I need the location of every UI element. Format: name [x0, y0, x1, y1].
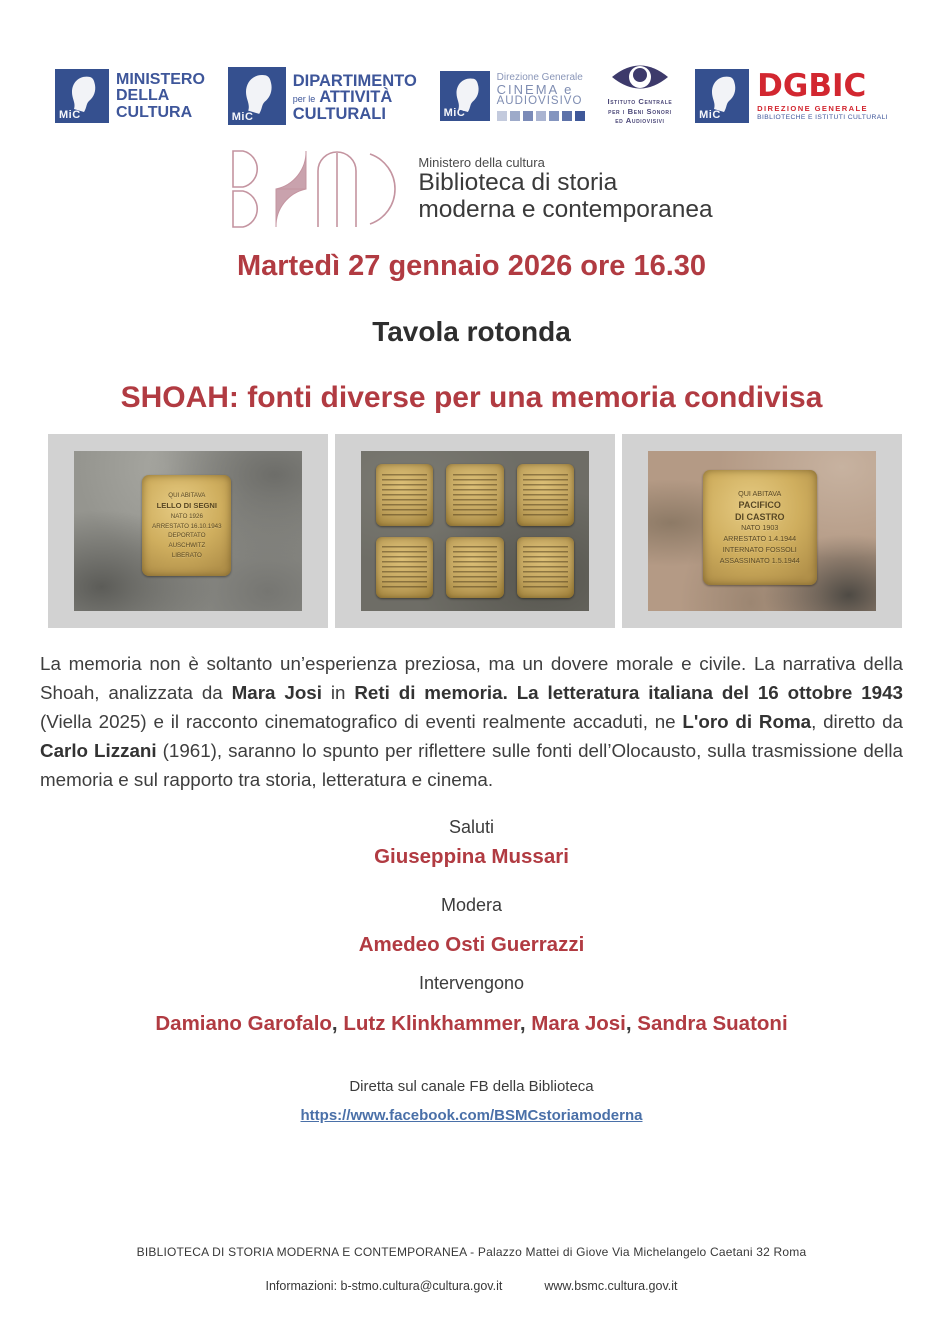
- mic-label: MiC: [699, 109, 721, 121]
- logo-text-line: Istituto Centrale: [607, 97, 673, 107]
- photo-stolpersteine-middle: [335, 434, 615, 628]
- paragraph-segment: in: [321, 682, 355, 703]
- logo-text-line: [293, 89, 417, 106]
- modera-label: Modera: [440, 895, 503, 915]
- paragraph-segment: (1961), saranno lo spunto per riflettere sulle fonti dell’Olocausto, sulla trasmissione della memoria e sul rapporto tra storia, letteratura e cinema.: [40, 740, 903, 790]
- cinema-logo-square: [510, 111, 520, 121]
- facebook-link-line: [0, 1107, 943, 1124]
- stolperstein-plaque-small: [376, 464, 433, 526]
- logo-dgbic: [695, 69, 888, 123]
- cinema-logo-square: [562, 111, 572, 121]
- plaque-illegible-text: [453, 546, 498, 588]
- paragraph-segment: (Viella 2025) e il racconto cinematografico di eventi realmente accaduti, ne: [40, 711, 683, 732]
- library-name-line: Biblioteca di storia: [418, 169, 618, 197]
- bsmc-ministry-line: Ministero della cultura: [418, 155, 545, 171]
- paragraph-segment: Mara Josi: [231, 682, 322, 703]
- photo-right-image: [648, 451, 876, 611]
- plaque-illegible-text: [523, 474, 568, 516]
- cinema-logo-squares: [497, 111, 585, 121]
- paragraph-segment: La memoria non è soltanto un’esperienza preziosa, ma un dovere morale e civile. La narrativa della Shoah, analizzata da: [40, 653, 903, 703]
- mic-profile-icon: [702, 73, 742, 113]
- paragraph-segment: , diretto da: [811, 711, 904, 732]
- speaker-name: Mara Josi: [531, 1012, 626, 1035]
- photo-left-image: [74, 451, 302, 611]
- plaque-text-line: ARRESTATO 1.4.1944: [723, 534, 797, 544]
- stolperstein-plaque-small: [446, 464, 503, 526]
- streaming-info-line: Diretta sul canale FB della Biblioteca: [349, 1078, 594, 1095]
- cinema-logo-square: [575, 111, 585, 121]
- logo-text-line: CULTURALI: [292, 105, 386, 124]
- plaque-text-line: PACIFICO: [738, 499, 781, 510]
- mic-logo-icon: [228, 67, 286, 125]
- logo-text-line: ed Audiovisivi: [615, 116, 665, 126]
- plaque-illegible-text: [453, 474, 498, 516]
- dgbic-acronym: DGBIC: [757, 67, 867, 104]
- mic-label: MiC: [443, 107, 466, 119]
- footer-contacts: [0, 1279, 943, 1293]
- intervengono-label: Intervengono: [418, 973, 525, 993]
- plaque-text-line: DI CASTRO: [734, 511, 785, 522]
- paragraph-segment: Reti di memoria. La letteratura italiana del 16 ottobre 1943: [354, 682, 903, 703]
- plaque-illegible-text: [523, 546, 568, 588]
- logo-dipartimento-attivita-culturali: [228, 67, 417, 125]
- logo-text-line: per i Beni Sonori: [608, 106, 672, 116]
- plaque-text-line: NATO 1903: [741, 523, 779, 533]
- footer-email: Informazioni: b-stmo.cultura@cultura.gov.it: [265, 1279, 503, 1293]
- event-date-heading: Martedì 27 gennaio 2026 ore 16.30: [236, 250, 707, 282]
- photo-stolperstein-right: [622, 434, 902, 628]
- library-name-line: moderna e contemporanea: [418, 195, 713, 223]
- stolperstein-plaque-small: [517, 537, 574, 599]
- logo-text-line: AUDIOVISIVO: [496, 95, 583, 108]
- stolperstein-plaque-small: [517, 464, 574, 526]
- plaque-text-line: DEPORTATO: [168, 532, 206, 540]
- facebook-link[interactable]: https://www.facebook.com/BSMCstoriamoderna: [300, 1107, 643, 1124]
- mic-profile-icon: [235, 71, 279, 115]
- plaque-text-line: AUSCHWITZ: [168, 541, 206, 549]
- library-logo-block: [0, 148, 943, 230]
- logo-text-line: CULTURA: [116, 103, 193, 121]
- paragraph-segment: Carlo Lizzani: [40, 740, 157, 761]
- logo-text-line: DIREZIONE GENERALE: [757, 104, 868, 113]
- cinema-logo-square: [497, 111, 507, 121]
- mic-profile-icon: [62, 73, 102, 113]
- plaque-text-line: LELLO DI SEGNI: [156, 501, 218, 511]
- speaker-name: Damiano Garofalo: [155, 1012, 332, 1035]
- mic-label: MiC: [231, 111, 254, 123]
- saluti-label: Saluti: [448, 817, 495, 837]
- plaque-illegible-text: [382, 546, 427, 588]
- logo-text-line: Direzione Generale: [496, 71, 583, 83]
- eye-icon: [609, 60, 671, 94]
- plaque-text-line: QUI ABITAVA: [168, 491, 206, 499]
- plaque-text-line: ARRESTATO 16.10.1943: [152, 522, 222, 530]
- speaker-name: Sandra Suatoni: [637, 1012, 788, 1035]
- plaque-illegible-text: [382, 474, 427, 516]
- mic-logo-icon: [55, 69, 109, 123]
- logo-text-line: CINEMA e: [496, 82, 574, 98]
- event-type-heading: Tavola rotonda: [372, 316, 571, 347]
- speaker-separator: ,: [331, 1012, 344, 1035]
- event-title-heading: SHOAH: fonti diverse per una memoria condivisa: [120, 381, 823, 414]
- plaque-text-line: LIBERATO: [171, 551, 202, 559]
- bsmc-letters-icon: [230, 148, 402, 230]
- institutional-logos-row: [55, 52, 888, 140]
- speakers-line: [0, 1012, 943, 1036]
- logo-text-line: BIBLIOTECHE E ISTITUTI CULTURALI: [757, 114, 888, 121]
- speaker-name: Lutz Klinkhammer: [343, 1012, 520, 1035]
- footer-address: BIBLIOTECA DI STORIA MODERNA E CONTEMPORANEA - Palazzo Mattei di Giove Via Michelangelo Caetani 32 Roma: [136, 1245, 807, 1259]
- speaker-separator: ,: [519, 1012, 532, 1035]
- stolperstein-plaque-small: [376, 537, 433, 599]
- logo-ministero-cultura: [55, 69, 205, 123]
- cinema-logo-square: [549, 111, 559, 121]
- description-paragraph: [40, 649, 903, 794]
- saluti-name: Giuseppina Mussari: [374, 845, 569, 868]
- stolperstein-plaque: [142, 475, 231, 576]
- mic-logo-icon: [440, 71, 490, 121]
- logo-text-line: DELLA: [116, 87, 170, 105]
- stolpersteine-grid: [361, 451, 589, 611]
- plaque-text-line: QUI ABITAVA: [738, 489, 782, 499]
- stolperstein-plaque-small: [446, 537, 503, 599]
- cinema-logo-square: [536, 111, 546, 121]
- logo-text-line: DIPARTIMENTO: [292, 71, 417, 90]
- plaque-text-line: ASSASSINATO 1.5.1944: [719, 555, 800, 565]
- logo-text-small: per le: [292, 94, 316, 105]
- cinema-logo-square: [523, 111, 533, 121]
- plaque-text-line: INTERNATO FOSSOLI: [722, 544, 797, 554]
- modera-name: Amedeo Osti Guerrazzi: [358, 933, 585, 956]
- speaker-separator: ,: [625, 1012, 638, 1035]
- mic-label: MiC: [59, 109, 81, 121]
- logo-text-line: ATTIVITÀ: [319, 88, 393, 107]
- logo-direzione-cinema-audiovisivo: [440, 71, 585, 121]
- mic-logo-icon: [695, 69, 749, 123]
- logo-text-line: MINISTERO: [116, 71, 205, 89]
- logo-istituto-beni-sonori: [607, 60, 672, 131]
- photo-middle-image: [361, 451, 589, 611]
- stolperstein-plaque: [703, 470, 817, 585]
- plaque-text-line: NATO 1926: [170, 513, 203, 521]
- photo-stolperstein-left: [48, 434, 328, 628]
- footer-website: www.bsmc.cultura.gov.it: [544, 1279, 678, 1293]
- paragraph-segment: L'oro di Roma: [682, 711, 812, 732]
